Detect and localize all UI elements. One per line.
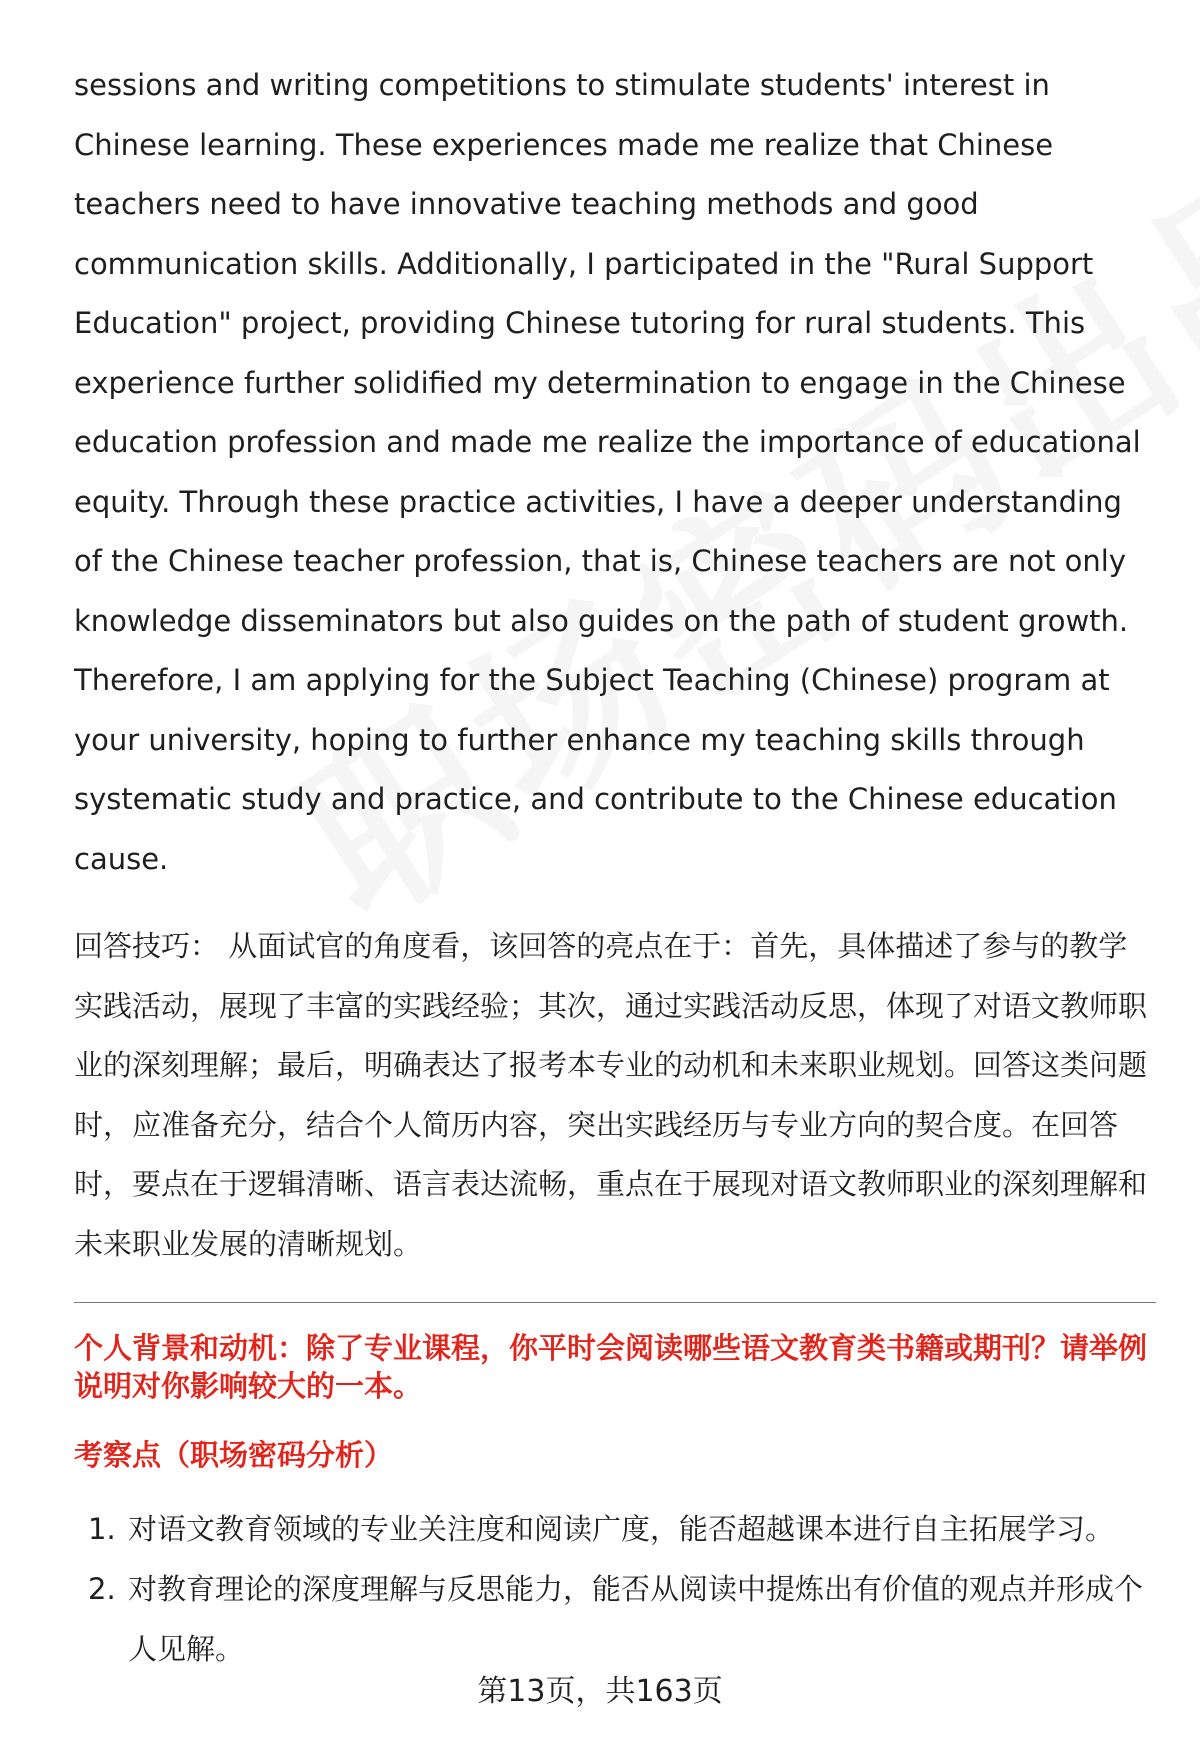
answer-tips-paragraph: 回答技巧： 从面试官的角度看，该回答的亮点在于：首先，具体描述了参与的教学实践活动，展现了丰富的实践经验；其次，通过实践活动反思，体现了对语文教师职业的深刻理解；最后，明确表达了报考本专业的动机和未来职业规划。回答这类问题时，应准备充分，结合个人简历内容，突出实践经历与专业方向的契合度。在回答时，要点在于逻辑清晰、语言表达流畅，重点在于展现对语文教师职业的深刻理解和未来职业发展的清晰规划。 — [74, 929, 1148, 1261]
list-item-number: 2. — [88, 1572, 116, 1606]
section-divider — [74, 1302, 1156, 1303]
list-item — [74, 1559, 1154, 1679]
list-item-text: 对语文教育领域的专业关注度和阅读广度，能否超越课本进行自主拓展学习。 — [128, 1512, 1115, 1546]
page-number-footer: 第13页，共163页 — [477, 1674, 723, 1709]
assessment-points-list — [74, 1499, 1154, 1679]
assessment-heading: 考察点（职场密码分析） — [74, 1438, 394, 1472]
question-heading: 个人背景和动机：除了专业课程，你平时会阅读哪些语文教育类书籍或期刊？请举例说明对你影响较大的一本。 — [74, 1331, 1148, 1403]
page-content — [74, 56, 1154, 1679]
answer-continued-paragraph: sessions and writing competitions to stimulate students' interest in Chinese learning. These experiences made me realize that Chinese teachers need to have innovative teaching methods and good communication skills. Additionally, I participated in the "Rural Support Education" project, providing Chinese tutoring for rural students. This experience further solidified my determination to engage in the Chinese education profession and made me realize the importance of educational equity. Through these practice activities, I have a deeper understanding of the Chinese teacher profession, that is, Chinese teachers are not only knowledge disseminators but also guides on the path of student growth. Therefore, I am applying for the Subject Teaching (Chinese) program at your university, hoping to further enhance my teaching skills through systematic study and practice, and contribute to the Chinese education cause. — [74, 68, 1141, 876]
list-item — [74, 1499, 1154, 1559]
list-item-number: 1. — [88, 1512, 116, 1546]
list-item-text: 对教育理论的深度理解与反思能力，能否从阅读中提炼出有价值的观点并形成个人见解。 — [128, 1572, 1144, 1666]
